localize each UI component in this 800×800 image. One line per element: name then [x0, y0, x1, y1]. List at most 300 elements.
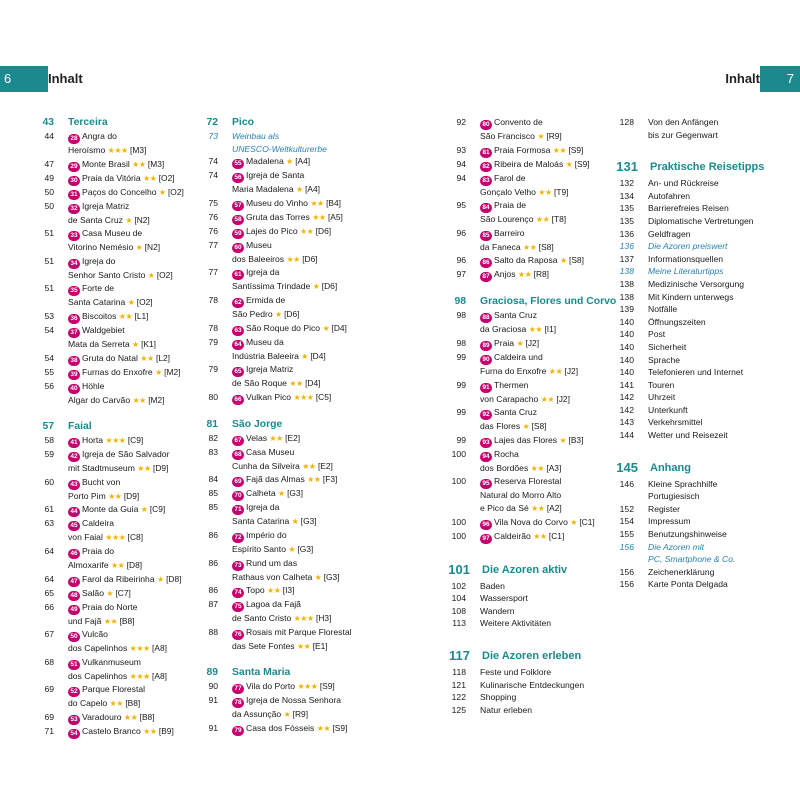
- toc-entry[interactable]: [36, 587, 192, 601]
- entry-text: [648, 316, 778, 329]
- entry-text: [232, 197, 356, 211]
- sight-number-badge: 46: [68, 549, 80, 559]
- toc-entry[interactable]: [200, 211, 356, 225]
- sight-number-badge: 79: [232, 726, 244, 736]
- entry-line: [232, 515, 356, 529]
- rating-stars: ★: [135, 243, 143, 253]
- entry-line: [648, 503, 778, 516]
- page-number: 78: [208, 322, 218, 333]
- entry-text: [232, 211, 356, 225]
- entry-line-text: Varadouro: [82, 711, 122, 722]
- special-topic-entry[interactable]: [616, 240, 778, 253]
- toc-entry[interactable]: [36, 517, 192, 545]
- rating-stars: ★★: [312, 212, 326, 222]
- sight-number-badge: 66: [232, 395, 244, 405]
- sight-number-badge: 91: [480, 383, 492, 393]
- entry-line: [648, 379, 778, 392]
- toc-entry[interactable]: [200, 336, 356, 364]
- toc-entry[interactable]: [200, 225, 356, 239]
- entry-line-text: Santa Cruz: [494, 310, 537, 321]
- map-grid-reference: [D4]: [331, 322, 347, 333]
- entry-line: [232, 612, 356, 626]
- toc-entry[interactable]: [36, 255, 192, 283]
- toc-entry[interactable]: [448, 337, 608, 351]
- sight-number-badge: 75: [232, 602, 244, 612]
- entry-text: [480, 351, 608, 379]
- toc-entry[interactable]: [616, 316, 778, 329]
- rating-stars: ★★★: [105, 533, 126, 543]
- section-heading[interactable]: [36, 420, 192, 434]
- toc-entry[interactable]: [616, 228, 778, 241]
- entry-text: [648, 177, 778, 190]
- entry-line-text: Touren: [648, 379, 675, 390]
- entry-text: [232, 557, 356, 585]
- page-number: 136: [619, 241, 634, 252]
- entry-line-text: São Pedro: [232, 308, 273, 319]
- sight-number-badge: 35: [68, 286, 80, 296]
- page-number: 140: [619, 329, 634, 340]
- entry-text: [232, 584, 356, 598]
- toc-entry[interactable]: [36, 282, 192, 310]
- rating-stars: ★★: [538, 187, 552, 197]
- map-grid-reference: [D6]: [321, 281, 338, 292]
- entry-line: [68, 130, 192, 144]
- chapter-heading[interactable]: [448, 560, 608, 580]
- toc-entry[interactable]: [616, 278, 778, 291]
- entry-text: [68, 725, 192, 739]
- entry-line-text: Rund um das: [246, 557, 298, 568]
- entry-line-text: Thermen: [494, 379, 529, 390]
- entry-text: [68, 545, 192, 573]
- sight-number-badge: 71: [232, 505, 244, 515]
- entry-line-text: Caldeirão: [494, 530, 531, 541]
- map-grid-reference: [E2]: [317, 460, 333, 471]
- entry-line: [480, 116, 608, 130]
- sight-number-badge: 62: [232, 298, 244, 308]
- toc-entry[interactable]: [448, 254, 608, 268]
- map-grid-reference: [N2]: [134, 214, 150, 225]
- chapter-heading[interactable]: [616, 157, 778, 177]
- toc-entry[interactable]: [448, 351, 608, 379]
- chapter-heading[interactable]: [616, 458, 778, 478]
- entry-line: [232, 529, 356, 543]
- toc-entry[interactable]: [36, 545, 192, 573]
- toc-entry[interactable]: [36, 656, 192, 684]
- entry-line: [480, 406, 608, 420]
- entry-line: [68, 380, 192, 394]
- heading-title: Graciosa, Flores und Corvo: [480, 296, 617, 308]
- toc-entry[interactable]: [448, 448, 608, 476]
- page-number: 74: [208, 156, 218, 167]
- page-number: 140: [619, 367, 634, 378]
- toc-entry[interactable]: [36, 227, 192, 255]
- entry-text: [648, 341, 778, 354]
- page-number: 140: [619, 341, 634, 352]
- page-number: 93: [456, 144, 466, 155]
- toc-entry[interactable]: [36, 628, 192, 656]
- toc-entry[interactable]: [448, 379, 608, 407]
- entry-line: [232, 640, 356, 654]
- page-number: 98: [456, 310, 466, 321]
- rating-stars: ★: [322, 323, 330, 333]
- entry-text: [232, 336, 356, 364]
- toc-entry[interactable]: [448, 691, 608, 704]
- entry-line-text: Öffnungszeiten: [648, 316, 706, 327]
- toc-entry[interactable]: [200, 487, 356, 501]
- toc-entry[interactable]: [448, 406, 608, 434]
- toc-entry[interactable]: [36, 324, 192, 352]
- entry-text: [650, 157, 778, 177]
- page-number: 99: [456, 434, 466, 445]
- page-number: 79: [208, 336, 218, 347]
- rating-stars: ★★: [118, 311, 133, 321]
- toc-entry[interactable]: [616, 528, 778, 541]
- map-grid-reference: [G3]: [300, 516, 317, 527]
- toc-entry[interactable]: [448, 158, 608, 172]
- map-grid-reference: [R9]: [292, 709, 309, 720]
- entry-line-text: Feste und Folklore: [480, 666, 552, 677]
- entry-line-text: Santa Catarina: [68, 297, 126, 308]
- entry-line: [648, 265, 778, 278]
- page-number: 118: [452, 666, 466, 677]
- toc-entry[interactable]: [616, 379, 778, 392]
- page-number: 69: [44, 684, 54, 695]
- toc-entry[interactable]: [36, 310, 192, 324]
- rating-stars: ★★: [296, 641, 311, 651]
- entry-line: [68, 352, 192, 366]
- toc-entry[interactable]: [448, 679, 608, 692]
- toc-entry[interactable]: [448, 227, 608, 255]
- sight-number-badge: 64: [232, 340, 244, 350]
- toc-entry[interactable]: [36, 725, 192, 739]
- section-heading[interactable]: [36, 116, 192, 130]
- toc-entry[interactable]: [616, 429, 778, 442]
- entry-line-text: Farol de: [494, 172, 526, 183]
- toc-entry[interactable]: [36, 476, 192, 504]
- entry-line: [480, 309, 608, 323]
- toc-entry[interactable]: [36, 711, 192, 725]
- toc-entry[interactable]: [36, 366, 192, 380]
- entry-line: [232, 253, 356, 267]
- rating-stars: ★: [132, 339, 139, 349]
- toc-entry[interactable]: [36, 503, 192, 517]
- entry-text: [232, 225, 356, 239]
- entry-line-text: das Flores: [480, 421, 521, 432]
- entry-line: [480, 130, 608, 144]
- page-number: 145: [616, 459, 638, 475]
- section-heading[interactable]: [448, 295, 617, 309]
- toc-entry[interactable]: [200, 680, 356, 694]
- entry-line-text: Salto da Raposa: [494, 255, 558, 266]
- page-number: 102: [451, 580, 466, 591]
- toc-entry[interactable]: [36, 601, 192, 629]
- entry-line-text: Von den Anfängen: [648, 117, 719, 127]
- toc-entry[interactable]: [616, 578, 778, 591]
- entry-line: [480, 530, 608, 544]
- page-number: 96: [456, 255, 466, 266]
- toc-entry[interactable]: [200, 322, 356, 336]
- entry-line: [480, 580, 608, 593]
- page-number: 85: [208, 502, 218, 513]
- entry-text: [232, 169, 356, 197]
- entry-text: [68, 420, 192, 434]
- rating-stars: ★★: [289, 379, 303, 389]
- entry-text: [648, 228, 778, 241]
- toc-entry[interactable]: [448, 530, 608, 544]
- toc-entry[interactable]: [200, 155, 356, 169]
- sight-number-badge: 86: [480, 258, 492, 268]
- heading-title: Die Azoren aktiv: [482, 563, 568, 576]
- toc-entry[interactable]: [616, 116, 778, 141]
- entry-text: [648, 328, 778, 341]
- entry-line: [232, 350, 356, 364]
- entry-line-text: Praia do: [82, 545, 115, 556]
- toc-entry[interactable]: [616, 253, 778, 266]
- entry-text: [232, 130, 356, 155]
- toc-entry[interactable]: [448, 116, 608, 144]
- toc-entry[interactable]: [448, 580, 608, 593]
- entry-line-text: und Fajã: [68, 615, 102, 626]
- toc-entry[interactable]: [200, 598, 356, 626]
- toc-entry[interactable]: [616, 391, 778, 404]
- toc-entry[interactable]: [200, 169, 356, 197]
- rating-stars: ★★★: [129, 644, 150, 654]
- toc-entry[interactable]: [200, 529, 356, 557]
- entry-line: [68, 324, 192, 338]
- entry-text: [232, 626, 356, 654]
- toc-entry[interactable]: [616, 202, 778, 215]
- toc-entry[interactable]: [200, 501, 356, 529]
- entry-line-text: e Pico da Sé: [480, 502, 529, 513]
- toc-entry[interactable]: [200, 584, 356, 598]
- toc-entry[interactable]: [448, 592, 608, 605]
- entry-line: [648, 228, 778, 241]
- entry-line-text: Igreja Matriz: [82, 200, 130, 211]
- entry-text: [68, 434, 192, 448]
- toc-entry[interactable]: [616, 328, 778, 341]
- toc-entry[interactable]: [616, 303, 778, 316]
- entry-line-text: Igreja de São Salvador: [82, 449, 170, 460]
- entry-line: [648, 528, 778, 541]
- toc-entry[interactable]: [448, 199, 608, 227]
- special-topic-entry[interactable]: [200, 130, 356, 155]
- section-heading[interactable]: [200, 418, 356, 432]
- page-number: 128: [619, 117, 634, 127]
- toc-entry[interactable]: [36, 172, 192, 186]
- toc-entry[interactable]: [616, 416, 778, 429]
- entry-line-text: São Roque do Pico: [246, 322, 321, 333]
- toc-entry[interactable]: [200, 239, 356, 267]
- rating-stars: ★★: [302, 461, 316, 471]
- page-number: 101: [448, 561, 470, 577]
- toc-entry[interactable]: [448, 516, 608, 530]
- entry-line-text: Convento de: [494, 117, 543, 127]
- entry-line-text: Casa dos Fósseis: [246, 722, 315, 733]
- entry-line: [232, 584, 356, 598]
- entry-text: [68, 587, 192, 601]
- toc-entry[interactable]: [616, 291, 778, 304]
- sight-number-badge: 45: [68, 521, 80, 531]
- entry-text: [480, 309, 608, 337]
- entry-line-text: Gruta do Natal: [82, 352, 138, 363]
- toc-entry[interactable]: [448, 666, 608, 679]
- entry-text: [648, 541, 778, 566]
- entry-line-text: Sicherheit: [648, 341, 687, 352]
- toc-entry[interactable]: [448, 172, 608, 200]
- toc-entry[interactable]: [448, 309, 608, 337]
- toc-entry[interactable]: [200, 363, 356, 391]
- toc-entry[interactable]: [448, 475, 608, 515]
- toc-entry[interactable]: [616, 341, 778, 354]
- entry-line: [480, 241, 608, 255]
- toc-entry[interactable]: [200, 557, 356, 585]
- entry-line-text: Praia: [494, 337, 515, 348]
- toc-entry[interactable]: [36, 380, 192, 408]
- rating-stars: ★: [125, 215, 132, 225]
- toc-entry[interactable]: [448, 268, 608, 282]
- entry-line: [648, 303, 778, 316]
- entry-line: [480, 323, 608, 337]
- rating-stars: ★★: [517, 270, 532, 280]
- toc-entry[interactable]: [448, 617, 608, 630]
- rating-stars: ★: [570, 517, 577, 527]
- toc-entry[interactable]: [200, 722, 356, 736]
- page-number: 43: [42, 117, 54, 128]
- entry-line: [648, 391, 778, 404]
- entry-text: [482, 646, 608, 666]
- toc-entry[interactable]: [616, 515, 778, 528]
- toc-entry[interactable]: [616, 215, 778, 228]
- entry-line-text: Praia da Vitória: [82, 172, 141, 183]
- toc-entry[interactable]: [616, 177, 778, 190]
- toc-entry[interactable]: [200, 294, 356, 322]
- entry-line: [232, 211, 356, 225]
- entry-line: [68, 503, 192, 517]
- map-grid-reference: [C9]: [127, 435, 144, 446]
- entry-line: [648, 354, 778, 367]
- toc-entry[interactable]: [36, 130, 192, 158]
- page-number: 44: [44, 131, 54, 141]
- toc-entry[interactable]: [448, 434, 608, 448]
- sight-number-badge: 44: [68, 507, 80, 517]
- toc-entry[interactable]: [616, 566, 778, 579]
- toc-entry[interactable]: [36, 352, 192, 366]
- entry-line: [480, 158, 608, 172]
- toc-entry[interactable]: [616, 190, 778, 203]
- toc-entry[interactable]: [36, 573, 192, 587]
- map-grid-reference: [D4]: [310, 350, 326, 361]
- entry-line: [232, 391, 356, 405]
- entry-line-text: Impressum: [648, 516, 691, 527]
- entry-line: [68, 573, 192, 587]
- entry-text: [480, 199, 608, 227]
- map-grid-reference: [S9]: [574, 158, 590, 169]
- rating-stars: ★: [106, 588, 114, 598]
- toc-entry[interactable]: [448, 704, 608, 717]
- toc-entry[interactable]: [200, 626, 356, 654]
- page-number: 95: [456, 200, 466, 211]
- toc-entry[interactable]: [616, 404, 778, 417]
- entry-text: [480, 679, 608, 692]
- entry-line-text: Vulkan Pico: [246, 391, 292, 402]
- entry-text: [480, 116, 608, 144]
- chapter-heading[interactable]: [448, 646, 608, 666]
- entry-text: [232, 363, 356, 391]
- rating-stars: ★: [565, 159, 573, 169]
- toc-entry[interactable]: [616, 366, 778, 379]
- entry-line-text: von Faial: [68, 532, 103, 543]
- entry-text: [68, 628, 192, 656]
- page-number: 144: [619, 430, 634, 441]
- entry-line-text: Natur erleben: [480, 704, 533, 715]
- entry-text: [232, 529, 356, 557]
- toc-entry[interactable]: [200, 266, 356, 294]
- toc-entry[interactable]: [448, 605, 608, 618]
- section-heading[interactable]: [200, 116, 356, 130]
- entry-text: [68, 711, 192, 725]
- entry-text: [68, 130, 192, 158]
- entry-line-text: Santa Catarina: [232, 516, 290, 527]
- toc-entry[interactable]: [448, 144, 608, 158]
- entry-line: [232, 143, 356, 156]
- map-grid-reference: [S9]: [332, 722, 348, 733]
- toc-entry[interactable]: [200, 432, 356, 446]
- toc-entry[interactable]: [36, 158, 192, 172]
- entry-line-text: Wandern: [480, 605, 515, 616]
- toc-entry[interactable]: [36, 448, 192, 476]
- entry-text: [232, 680, 356, 694]
- entry-text: [68, 448, 192, 476]
- entry-line-text: Caldeira und: [494, 351, 543, 362]
- special-topic-entry[interactable]: [616, 265, 778, 278]
- entry-line-text: Uhrzeit: [648, 392, 676, 403]
- special-topic-entry[interactable]: [616, 541, 778, 566]
- toc-entry[interactable]: [200, 197, 356, 211]
- toc-entry[interactable]: [200, 694, 356, 722]
- entry-line: [68, 158, 192, 172]
- toc-entry[interactable]: [36, 434, 192, 448]
- entry-text: [68, 158, 192, 172]
- entry-line: [232, 266, 356, 280]
- rating-stars: ★: [278, 489, 285, 499]
- section-heading[interactable]: [200, 666, 356, 680]
- toc-entry[interactable]: [200, 473, 356, 487]
- entry-line-text: bis zur Gegenwart: [648, 129, 718, 140]
- toc-entry[interactable]: [616, 354, 778, 367]
- toc-entry[interactable]: [36, 683, 192, 711]
- toc-entry[interactable]: [36, 186, 192, 200]
- page-number: 83: [208, 446, 218, 457]
- toc-entry[interactable]: [200, 446, 356, 474]
- entry-line: [480, 502, 608, 516]
- page-number: 63: [44, 518, 54, 529]
- map-grid-reference: [B9]: [158, 725, 174, 736]
- entry-line: [648, 515, 778, 528]
- toc-entry[interactable]: [616, 503, 778, 516]
- toc-entry[interactable]: [200, 391, 356, 405]
- toc-entry[interactable]: [616, 478, 778, 503]
- entry-line: [68, 615, 192, 629]
- entry-text: [480, 617, 608, 630]
- entry-line: [480, 186, 608, 200]
- entry-line: [68, 725, 192, 739]
- entry-line: [68, 366, 192, 380]
- entry-line: [480, 351, 608, 365]
- page-number: 135: [619, 203, 634, 214]
- entry-text: [232, 487, 356, 501]
- toc-entry[interactable]: [36, 200, 192, 228]
- page-number: 98: [454, 296, 466, 308]
